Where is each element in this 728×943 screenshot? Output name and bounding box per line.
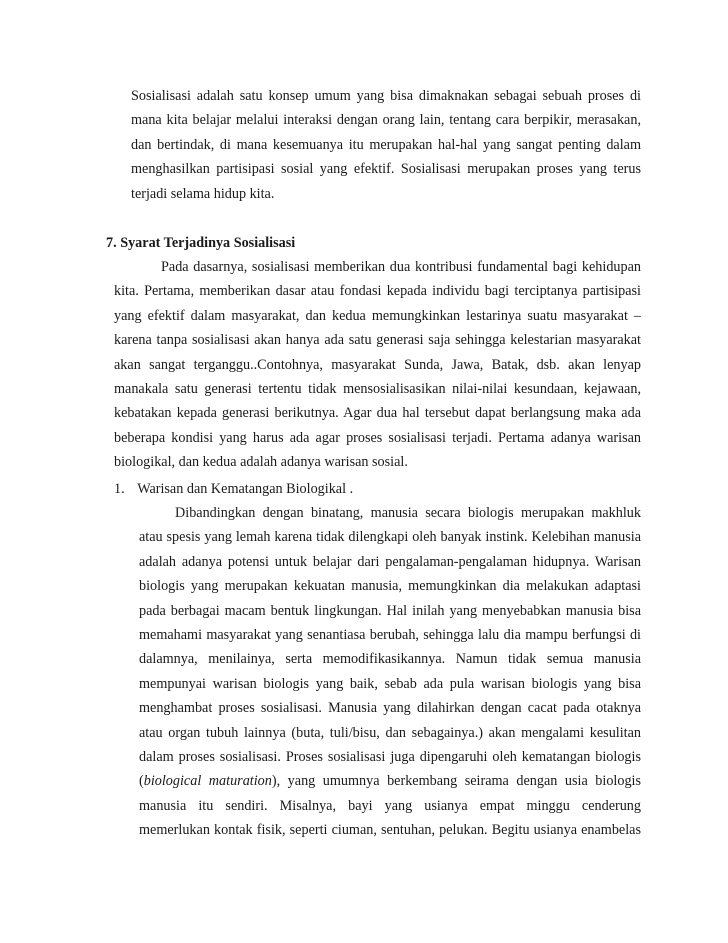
- section-line: kebatakan kepada generasi berikutnya. Agar dua hal tersebut dapat berlangsung maka ada: [114, 405, 641, 422]
- italic-term: biological maturation: [143, 773, 272, 790]
- list-item: [114, 477, 353, 501]
- list-line: memahami masyarakat yang senantiasa berubah, sehingga lalu dia mampu berfungsi di: [139, 626, 641, 643]
- intro-paragraph: [131, 84, 641, 206]
- section-line: manakala satu generasi tertentu tidak mensosialisasikan nilai-nilai kesundaan, kejawaan,: [114, 380, 641, 397]
- list-line: menghambat proses sosialisasi. Manusia yang dilahirkan dengan cacat pada otaknya: [139, 700, 641, 717]
- list-line: manusia itu sendiri. Misalnya, bayi yang usianya empat minggu cenderung: [139, 797, 641, 814]
- section-heading: 7. Syarat Terjadinya Sosialisasi: [106, 235, 296, 251]
- list-line: atau organ tubuh lainnya (buta, tuli/bisu, dan sebagainya.) akan mengalami kesulitan: [139, 724, 641, 741]
- list-line: dalam proses sosialisasi. Proses sosialisasi juga dipengaruhi oleh kematangan biologis: [139, 748, 641, 765]
- section-line: karena tanpa sosialisasi akan hanya ada satu generasi saja sehingga kelestarian masyarakat: [114, 332, 641, 349]
- list-title: Warisan dan Kematangan Biologikal .: [137, 481, 354, 497]
- list-line: Dibandingkan dengan binatang, manusia secara biologis merupakan makhluk: [175, 505, 641, 521]
- intro-line: menghasilkan partisipasi sosial yang efektif. Sosialisasi merupakan proses yang terus: [131, 161, 641, 178]
- section-line: Pada dasarnya, sosialisasi memberikan dua kontribusi fundamental bagi kehidupan: [161, 259, 641, 275]
- list-line-italic: [139, 769, 641, 793]
- intro-line: terjadi selama hidup kita.: [131, 185, 275, 202]
- intro-line: mana kita belajar melalui interaksi dengan orang lain, tentang cara berpikir, merasakan,: [131, 112, 641, 129]
- section-line: beberapa kondisi yang harus ada agar proses sosialisasi terjadi. Pertama adanya warisan: [114, 429, 641, 446]
- list-line: biologis yang merupakan kekuatan manusia, memungkinkan dia melakukan adaptasi: [139, 578, 641, 595]
- list-line: memerlukan kontak fisik, seperti ciuman, sentuhan, pelukan. Begitu usianya enambelas: [139, 822, 641, 839]
- list-number: 1.: [114, 481, 125, 497]
- italic-rest: ), yang umumnya berkembang seirama dengan usia biologis: [271, 773, 642, 790]
- section-line: akan sangat terganggu..Contohnya, masyarakat Sunda, Jawa, Batak, dsb. akan lenyap: [114, 356, 641, 373]
- list-line: mempunyai warisan biologis yang baik, sebab ada pula warisan biologis yang bisa: [139, 675, 641, 692]
- italic-prefix: (: [139, 773, 144, 790]
- section-line: kita. Pertama, memberikan dasar atau fondasi kepada individu bagi terciptanya partisipasi: [114, 283, 641, 300]
- list-line: adalah adanya potensi untuk belajar dari pengalaman-pengalaman hidupnya. Warisan: [139, 553, 641, 570]
- section-line: yang efektif dalam masyarakat, dan kedua memungkinkan lestarinya suatu masyarakat –: [114, 307, 641, 324]
- list-line: dalamnya, menilainya, serta memodifikasikannya. Namun tidak semua manusia: [139, 651, 641, 668]
- intro-line: Sosialisasi adalah satu konsep umum yang bisa dimaknakan sebagai sebuah proses di: [131, 88, 641, 104]
- list-paragraph: [139, 501, 641, 842]
- section-line: biologikal, dan kedua adalah adanya warisan sosial.: [114, 454, 408, 471]
- list-line: atau spesis yang lemah karena tidak dilengkapi oleh banyak instink. Kelebihan manusia: [139, 529, 641, 546]
- section-paragraph: [114, 255, 641, 475]
- list-line: pada berbagai macam bentuk lingkungan. Hal inilah yang menyebabkan manusia bisa: [139, 602, 641, 619]
- intro-line: dan bertindak, di mana kesemuanya itu merupakan hal-hal yang sangat penting dalam: [131, 136, 641, 153]
